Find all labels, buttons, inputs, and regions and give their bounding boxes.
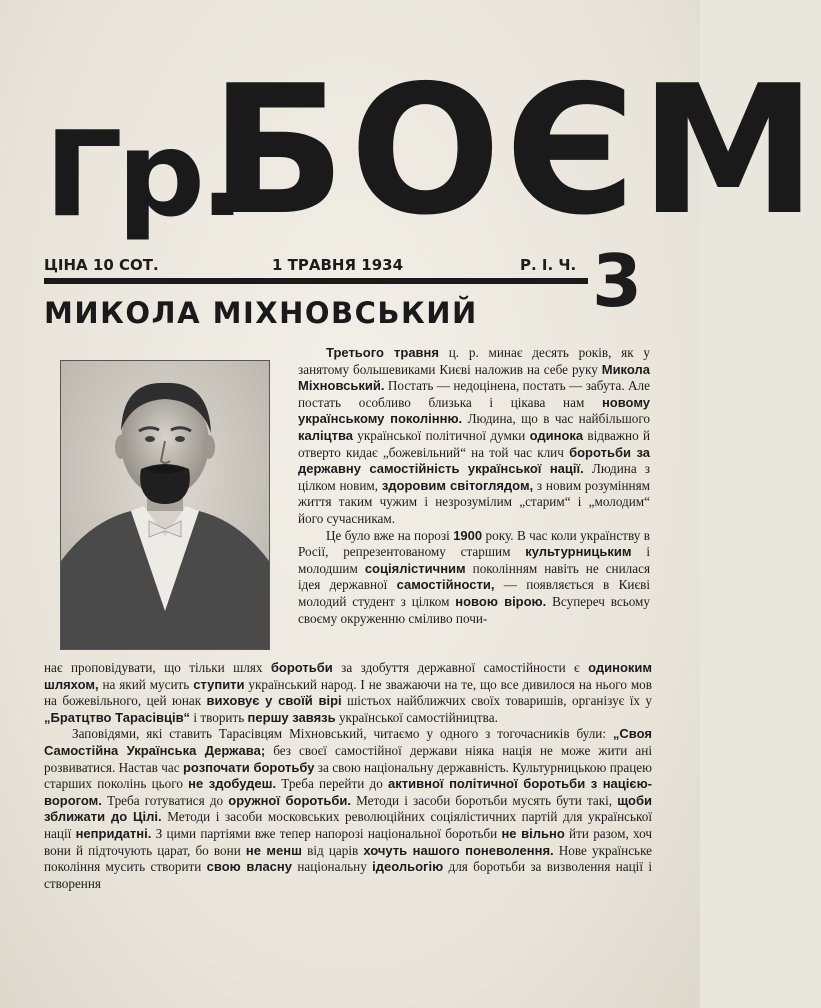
article-paragraph [44, 660, 652, 726]
body-text: за здобуття державної самостійности є [332, 660, 589, 675]
masthead-rule [44, 278, 588, 284]
body-text: національну [292, 859, 373, 875]
emphasis-text: непридатні. [75, 825, 152, 841]
emphasis-text: оружної боротьби. [228, 792, 351, 808]
masthead [40, 47, 821, 260]
body-text: Людина з цілком новим, [298, 461, 651, 493]
body-text: Методи і засоби московських революційних соціялістичних партій для української нації [44, 809, 652, 841]
masthead-title-left: Гр. [44, 105, 240, 243]
body-text: року. В час коли українству в Росії, репрезентованому старшим [298, 527, 650, 560]
emphasis-text: одиноким шляхом, [44, 660, 652, 692]
body-text: відважно й отверто кидає „божевільний“ на той час клич [298, 427, 650, 460]
body-text: без своєї самостійної держави ніяка нація не може жити ані розвиватися. Настав час [44, 742, 652, 775]
body-text: Всупереч всьому своєму окруженню сміливо почи- [298, 593, 650, 626]
emphasis-text: Третього травня [326, 345, 439, 360]
body-text: З цими партіями вже тепер напорозі національної боротьби [151, 825, 502, 841]
emphasis-text: не менш [245, 842, 302, 858]
emphasis-text: свою власну [206, 859, 292, 875]
body-text: з новим розумінням життя таким чужим і незрозумілим „старим“ і „молодим“ його сучасникам. [298, 477, 650, 526]
emphasis-text: хочуть нашого поневолення. [363, 842, 554, 858]
issue-date: 1 ТРАВНЯ 1934 [272, 256, 404, 274]
issue-year: Р. І. Ч. [520, 256, 577, 274]
body-text: Це було вже на порозі [326, 527, 454, 543]
emphasis-text: боротьби за державну самостійність української нації. [298, 444, 650, 477]
body-text: від царів [301, 842, 364, 858]
emphasis-text: соціялістичним [364, 560, 466, 576]
body-text: за свою національну державність. Культурницькою працею старших поколінь цього [44, 759, 652, 792]
emphasis-text: Микола Міхновський. [298, 361, 650, 394]
body-text: української політичної думки [353, 427, 530, 443]
emphasis-text: одинока [529, 427, 584, 443]
body-text: Заповідями, які ставить Тарасівцям Міхновський, читаємо у одного з тогочасників були: [72, 726, 613, 742]
body-text: Постать — недоцінена, постать — забута. Але постать особливо близька і цікава нам [298, 378, 650, 410]
body-text: Людина, що в час найбільшого [462, 411, 651, 427]
article-paragraph [44, 726, 652, 892]
emphasis-text: новою вірою. [455, 593, 547, 609]
article-paragraph [298, 528, 650, 628]
body-text: — появляється в Києві молодий студент з цілком [298, 577, 650, 609]
emphasis-text: каліцтва [298, 427, 354, 443]
emphasis-text: здоровим світоглядом, [381, 477, 534, 493]
article-column-full [44, 660, 652, 892]
article-headline: МИКОЛА МІХНОВСЬКИЙ [44, 296, 478, 330]
emphasis-text: „Своя Самостійна Українська Держава; [44, 726, 652, 758]
emphasis-text: не вільно [501, 825, 565, 841]
emphasis-text: новому українському поколінню. [298, 394, 650, 427]
issue-number: 3 [592, 239, 643, 323]
issue-info [44, 256, 604, 278]
emphasis-text: розпочати боротьбу [182, 759, 315, 775]
emphasis-text: 1900 [453, 527, 483, 543]
body-text: Треба перейти до [276, 776, 389, 792]
body-text: йти разом, хоч вони й підточують царат, бо вони [44, 825, 653, 858]
body-text: нає проповідувати, що тільки шлях [44, 660, 271, 675]
masthead-title-main: БОЄМ [210, 47, 821, 254]
body-text: шістьох найближчих своїх товаришів, організує їх у [341, 693, 652, 709]
body-text: Методи і засоби боротьби мусять бути такі, [351, 792, 618, 808]
emphasis-text: культурницьким [525, 544, 632, 560]
body-text: на який мусить [98, 676, 194, 692]
body-text: для боротьби за визволення нації і створення [44, 859, 652, 891]
body-text: український народ. І не зважаючи на те, що все дивилося на нього мов на божевільного, цей юнак [44, 676, 652, 709]
body-text: Треба готуватися до [101, 792, 229, 808]
emphasis-text: активної політичної боротьби з нацією-ворогом. [44, 776, 652, 808]
body-text: поколінням навіть не снилася ідея державної [298, 560, 651, 593]
emphasis-text: „Братцтво Тарасівців“ [44, 709, 191, 725]
emphasis-text: боротьби [270, 660, 333, 675]
body-text: і молодшим [298, 544, 650, 576]
body-text: і творить [190, 709, 248, 725]
emphasis-text: щоби зближати до Цілі. [44, 792, 652, 825]
article-column-right [298, 345, 650, 627]
emphasis-text: самостійности, [396, 577, 495, 593]
emphasis-text: ідеольогію [372, 859, 444, 875]
emphasis-text: не здобудеш. [188, 776, 277, 792]
body-text: ц. р. минає десять років, як у занятому большевиками Києві наложив на себе руку [298, 345, 650, 377]
emphasis-text: виховує у своїй вірі [206, 693, 342, 709]
body-text: української самостійництва. [335, 709, 498, 725]
article-paragraph [298, 345, 650, 528]
emphasis-text: першу завязь [247, 709, 336, 725]
emphasis-text: ступити [193, 676, 245, 692]
issue-price: ЦІНА 10 СОТ. [44, 256, 159, 274]
body-text: Нове українське покоління мусить створити [44, 842, 653, 875]
portrait-photo [60, 360, 270, 650]
